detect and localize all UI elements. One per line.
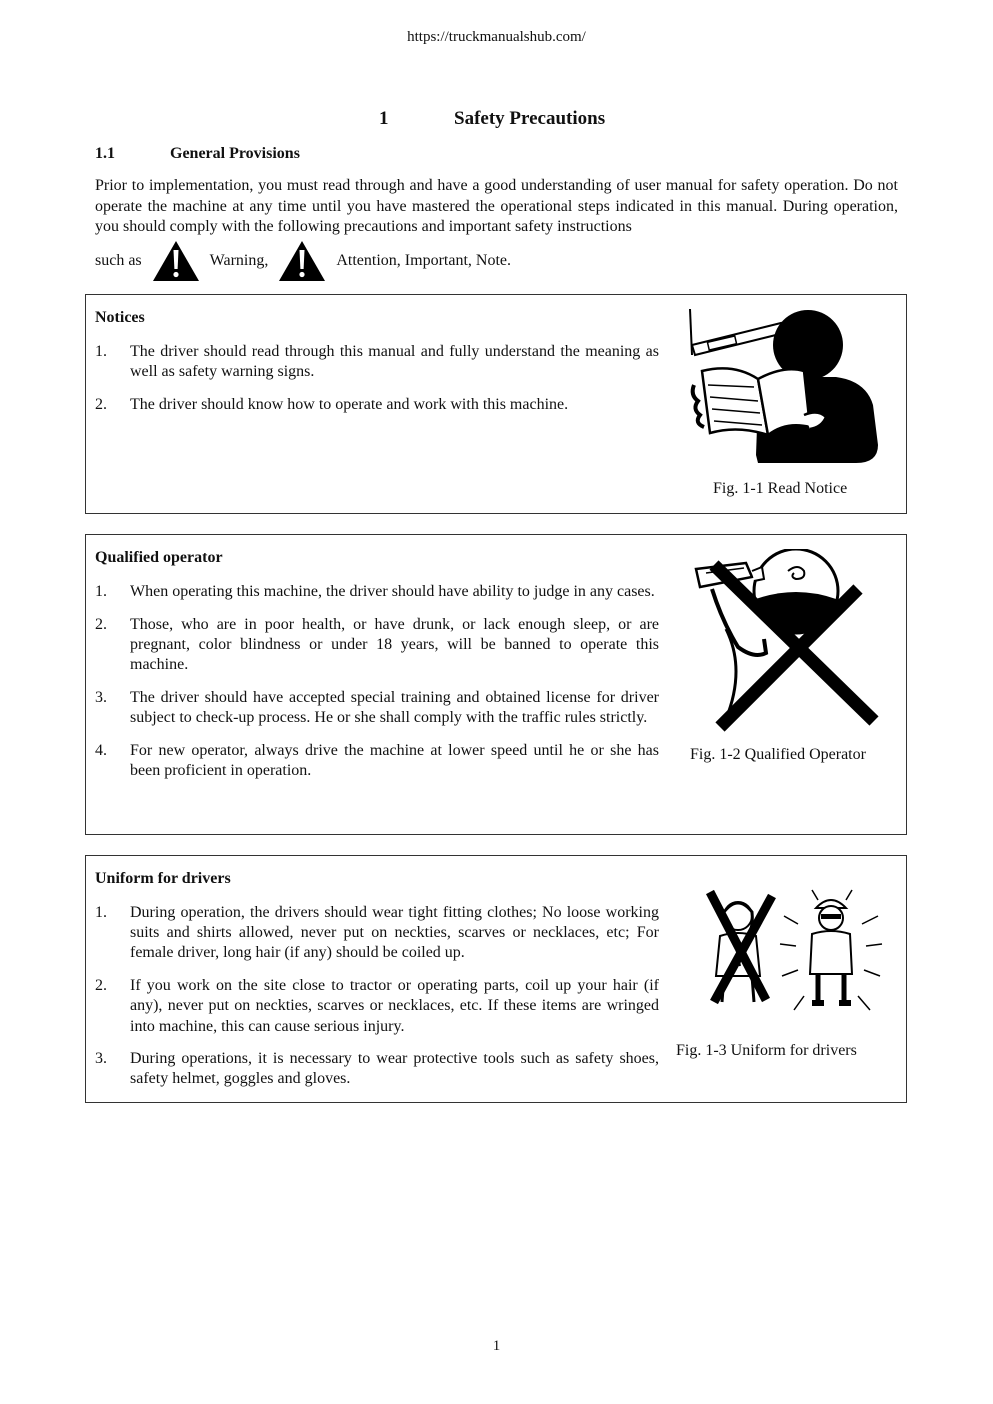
notices-list [95, 342, 659, 428]
section-heading [95, 145, 300, 163]
read-manual-figure [686, 305, 886, 465]
attention-triangle-icon [278, 240, 326, 282]
qualified-caption: Fig. 1-2 Qualified Operator [690, 746, 866, 763]
list-item: 1. When operating this machine, the driver should have ability to judge in any cases. [95, 583, 655, 600]
header-url: https://truckmanualshub.com/ [407, 29, 586, 45]
chapter-heading [379, 108, 605, 130]
list-item: 4. For new operator, always drive the machine at lower speed until he or she has been proficient in operation. [95, 741, 659, 779]
notices-caption: Fig. 1-1 Read Notice [713, 480, 848, 497]
intro-warning-label: Warning, [209, 252, 269, 269]
list-item: 3. During operations, it is necessary to wear protective tools such as safety shoes, safety helmet, goggles and gloves. [95, 1050, 659, 1088]
uniform-title: Uniform for drivers [95, 870, 231, 887]
page-number: 1 [492, 1338, 501, 1354]
chapter-title: Safety Precautions [454, 108, 606, 129]
qualified-title: Qualified operator [95, 549, 223, 566]
list-item: 3. The driver should have accepted special training and obtained license for driver subject to check-up process. He or she shall comply with the traffic rules strictly. [95, 688, 659, 727]
uniform-figure [694, 886, 884, 1026]
uniform-list [95, 903, 659, 1102]
intro-paragraph [95, 176, 898, 238]
notices-box [85, 294, 907, 514]
intro-suffix: Attention, Important, Note. [336, 252, 511, 269]
list-item: 1. The driver should read through this manual and fully understand the meaning as well as safety warning signs. [95, 343, 659, 381]
no-drinking-figure [686, 549, 886, 734]
intro-text: Prior to implementation, you must read through and have a good understanding of user manual for safety operation. Do not operate the machine at any time until you have mastered the operational steps indicated in this manual. During operation, you should comply with the following precautions and important safety instructions [95, 177, 898, 235]
warning-triangle-icon [152, 240, 200, 282]
list-item: 1. During operation, the drivers should wear tight fitting clothes; No loose working suits and shirts allowed, never put on neckties, scarves or necklaces, etc; For female driver, long hair (if any) should be coiled up. [95, 904, 659, 962]
list-item: 2. Those, who are in poor health, or have drunk, or lack enough sleep, or are pregnant, color blindness or under 18 years, will be banned to operate this machine. [95, 615, 659, 674]
qualified-list [95, 582, 659, 794]
notices-title: Notices [95, 309, 145, 326]
chapter-number: 1 [379, 108, 389, 129]
uniform-box [85, 855, 907, 1103]
intro-warning-line [95, 236, 898, 286]
list-item: 2. The driver should know how to operate and work with this machine. [95, 395, 569, 413]
list-item: 2. If you work on the site close to tractor or operating parts, coil up your hair (if any), never put on neckties, scarves or necklaces, etc. If these items are wringed into machine, this can cause serious injury. [95, 977, 659, 1035]
intro-prefix: such as [95, 252, 142, 269]
section-number: 1.1 [95, 145, 115, 162]
qualified-box [85, 534, 907, 835]
section-title: General Provisions [170, 145, 300, 162]
uniform-caption: Fig. 1-3 Uniform for drivers [676, 1042, 857, 1059]
